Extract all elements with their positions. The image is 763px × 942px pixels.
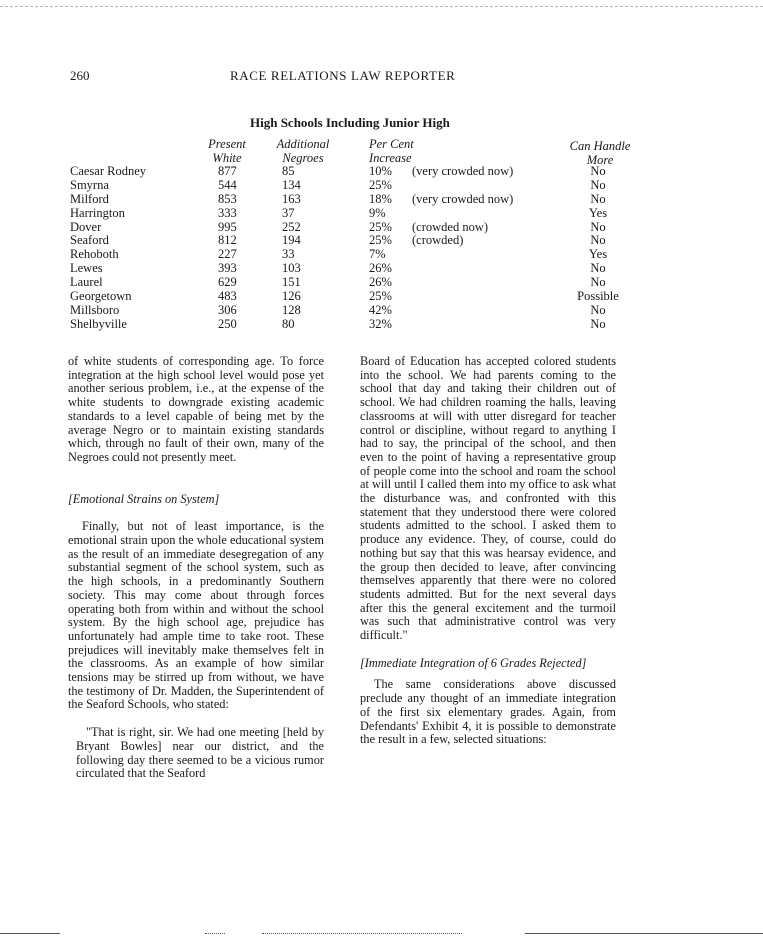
table-row bbox=[68, 193, 668, 207]
table-row bbox=[68, 248, 668, 262]
table-row bbox=[68, 262, 668, 276]
additional-negroes: 126 bbox=[282, 289, 301, 304]
table-row bbox=[68, 165, 668, 179]
school-name: Georgetown bbox=[70, 289, 132, 304]
present-white: 995 bbox=[218, 219, 237, 234]
additional-negroes: 194 bbox=[282, 233, 301, 248]
percent-increase: 42% bbox=[369, 302, 392, 317]
right-paragraph-1: Board of Education has accepted colored students into the school. We had parents coming to the school that day and taking their children out of school. We had children roaming the halls, leaving classrooms at will with utter disregard for teacher control or discipline, without regard to anything I had to say, the principal of the school, and then even to the point of having a representative group of people come into the school and roam the school at will until I called them into my office to ask what the disturbance was, and confronted with this statement that they understood there were colored students admitted to the school. I asked them to produce any evidence. They, of course, could do nothing but say that this was hearsay evidence, and the group then decided to leave, after convincing themselves apparently that there were no colored students admitted. But for the next several days after this the general excitement and the turmoil was such that administrative control was very difficult." bbox=[360, 354, 616, 643]
present-white: 853 bbox=[218, 191, 237, 206]
table-row bbox=[68, 234, 668, 248]
percent-increase: 32% bbox=[369, 316, 392, 331]
table-row bbox=[68, 304, 668, 318]
additional-negroes: 252 bbox=[282, 219, 301, 234]
school-name: Smyrna bbox=[70, 177, 109, 192]
can-handle-more: No bbox=[590, 261, 606, 276]
present-white: 306 bbox=[218, 302, 237, 317]
crowding-note: (very crowded now) bbox=[412, 191, 514, 206]
school-name: Laurel bbox=[70, 275, 103, 290]
can-handle-more: No bbox=[590, 177, 606, 192]
percent-increase: 10% bbox=[369, 164, 392, 178]
header-handle-line1: Can Handle bbox=[569, 139, 631, 153]
school-name: Shelbyville bbox=[70, 316, 127, 331]
percent-increase: 18% bbox=[369, 191, 392, 206]
crowding-note: (crowded now) bbox=[412, 219, 489, 234]
school-name: Caesar Rodney bbox=[70, 164, 147, 178]
percent-increase: 26% bbox=[369, 275, 392, 290]
left-column bbox=[68, 355, 324, 781]
header-additional-line1: Additional bbox=[276, 137, 330, 151]
left-paragraph-2: Finally, but not of least importance, is the emotional strain upon the whole educational system as the result of an immediate desegregation of any substantial segment of the school system, such as the high schools, in a predominantly Southern society. This may come about through forces operating both from within and without the school system. By the high school age, prejudice has unfortunately had ample time to take root. These prejudices will inevitably make themselves felt in the classrooms. As an example of how similar tensions may be stirred up from without, we have the testimony of Dr. Madden, the Superintendent of the Seaford Schools, who stated: bbox=[68, 519, 324, 712]
additional-negroes: 163 bbox=[282, 191, 301, 206]
percent-increase: 26% bbox=[369, 261, 392, 276]
additional-negroes: 37 bbox=[282, 205, 295, 220]
percent-increase: 7% bbox=[369, 247, 386, 262]
present-white: 227 bbox=[218, 247, 237, 262]
header-present-line2: White bbox=[212, 151, 242, 165]
school-name: Seaford bbox=[70, 233, 109, 248]
table-row bbox=[68, 207, 668, 221]
school-name: Millsboro bbox=[70, 302, 120, 317]
section-heading-immediate-integration: [Immediate Integration of 6 Grades Rejected] bbox=[360, 655, 587, 670]
can-handle-more: Possible bbox=[577, 289, 619, 304]
header-percent-line1: Per Cent bbox=[369, 137, 414, 151]
additional-negroes: 80 bbox=[282, 316, 295, 331]
section-heading-emotional-strains: [Emotional Strains on System] bbox=[68, 491, 220, 506]
crowding-note: (very crowded now) bbox=[412, 164, 514, 178]
bottom-rule-mid-1 bbox=[205, 933, 225, 934]
right-paragraph-2: The same considerations above discussed preclude any thought of an immediate integration of the first six elementary grades. Again, from Defendants' Exhibit 4, it is possible to demonstrate the result in a few, selected situations: bbox=[360, 677, 616, 747]
running-head: RACE RELATIONS LAW REPORTER bbox=[230, 68, 456, 83]
can-handle-more: Yes bbox=[588, 247, 608, 262]
school-name: Lewes bbox=[70, 261, 103, 276]
header-present-line1: Present bbox=[208, 137, 246, 151]
can-handle-more: Yes bbox=[588, 205, 608, 220]
header-additional-negroes bbox=[268, 137, 338, 165]
table-row bbox=[68, 276, 668, 290]
additional-negroes: 103 bbox=[282, 261, 301, 276]
bottom-rule-left bbox=[0, 933, 60, 934]
can-handle-more: No bbox=[590, 219, 606, 234]
school-name: Rehoboth bbox=[70, 247, 119, 262]
can-handle-more: No bbox=[590, 233, 606, 248]
table-body bbox=[68, 165, 668, 332]
percent-increase: 9% bbox=[369, 205, 386, 220]
additional-negroes: 128 bbox=[282, 302, 301, 317]
can-handle-more: No bbox=[590, 164, 606, 178]
bottom-rule-mid-2 bbox=[262, 933, 462, 934]
additional-negroes: 151 bbox=[282, 275, 301, 290]
page-number: 260 bbox=[70, 68, 90, 83]
can-handle-more: No bbox=[590, 275, 606, 290]
additional-negroes: 85 bbox=[282, 164, 295, 178]
can-handle-more: No bbox=[590, 191, 606, 206]
header-can-handle-more bbox=[555, 139, 645, 167]
top-dashed-border bbox=[0, 6, 763, 7]
table-row bbox=[68, 221, 668, 235]
percent-increase: 25% bbox=[369, 233, 392, 248]
can-handle-more: No bbox=[590, 316, 606, 331]
header-present-white bbox=[202, 137, 252, 165]
school-name: Dover bbox=[70, 219, 102, 234]
present-white: 877 bbox=[218, 164, 237, 178]
school-name: Milford bbox=[70, 191, 109, 206]
header-additional-line2: Negroes bbox=[282, 151, 324, 165]
table-row bbox=[68, 179, 668, 193]
bottom-rule-right bbox=[525, 933, 763, 934]
header-percent-line2: Increase bbox=[369, 151, 412, 165]
left-paragraph-1: of white students of corresponding age. To force integration at the high school level would pose yet another serious problem, i.e., at the expense of the white students to downgrade existing academic standards to a level capable of being met by the average Negro or to maintain existing standards which, through no fault of their own, many of the Negroes could not presently meet. bbox=[68, 354, 324, 464]
present-white: 250 bbox=[218, 316, 237, 331]
present-white: 483 bbox=[218, 289, 237, 304]
percent-increase: 25% bbox=[369, 289, 392, 304]
table-row bbox=[68, 290, 668, 304]
table-row bbox=[68, 318, 668, 332]
percent-increase: 25% bbox=[369, 219, 392, 234]
percent-increase: 25% bbox=[369, 177, 392, 192]
present-white: 544 bbox=[218, 177, 237, 192]
present-white: 333 bbox=[218, 205, 237, 220]
left-quote: "That is right, sir. We had one meeting [held by Bryant Bowles] near our district, and the following day there seemed to be a vicious rumor circulated that the Seaford bbox=[76, 725, 324, 781]
table-title: High Schools Including Junior High bbox=[250, 115, 450, 130]
can-handle-more: No bbox=[590, 302, 606, 317]
present-white: 812 bbox=[218, 233, 237, 248]
present-white: 629 bbox=[218, 275, 237, 290]
crowding-note: (crowded) bbox=[412, 233, 464, 248]
school-name: Harrington bbox=[70, 205, 125, 220]
header-handle-line2: More bbox=[586, 153, 614, 167]
right-column bbox=[360, 355, 616, 747]
additional-negroes: 33 bbox=[282, 247, 295, 262]
header-percent-increase bbox=[369, 137, 449, 165]
present-white: 393 bbox=[218, 261, 237, 276]
additional-negroes: 134 bbox=[282, 177, 301, 192]
